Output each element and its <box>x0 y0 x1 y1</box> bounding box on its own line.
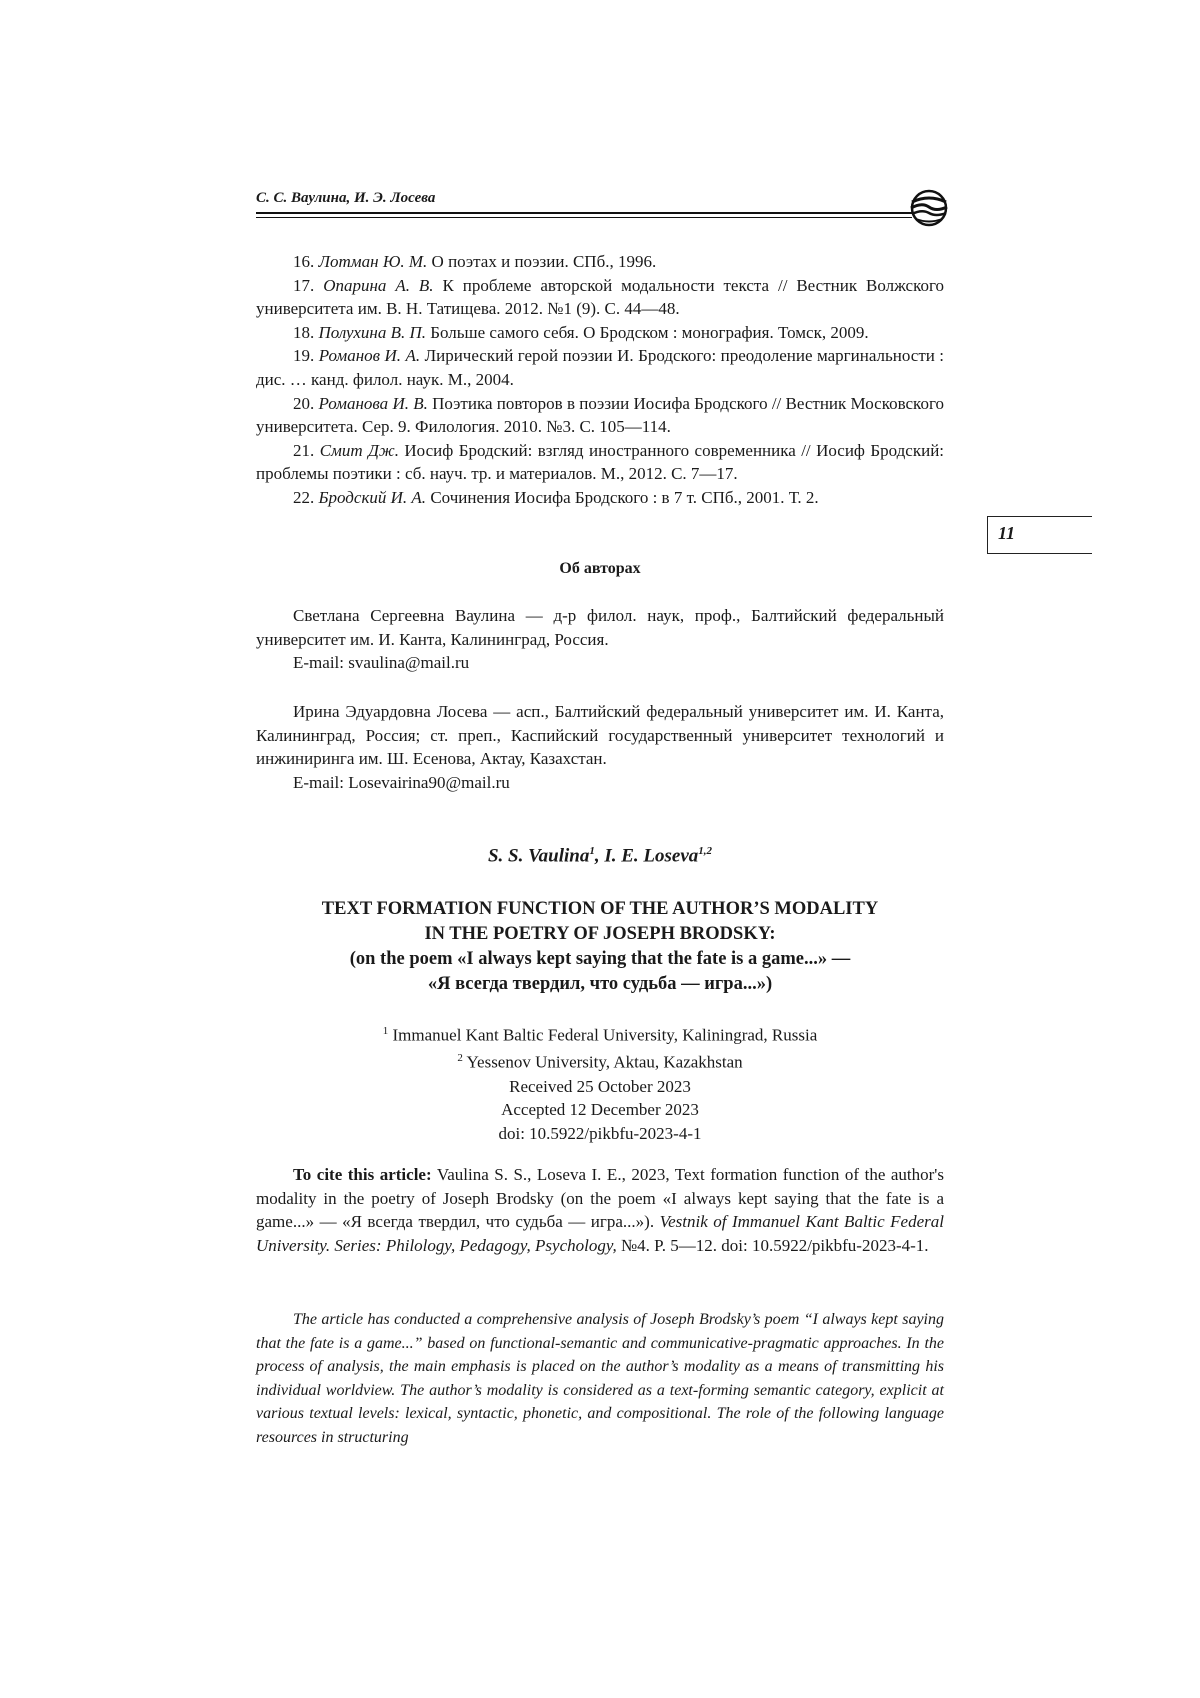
page-number: 11 <box>998 523 1016 543</box>
affiliations-block <box>256 1020 944 1145</box>
title-line: «Я всегда твердил, что судьба — игра...») <box>427 974 773 994</box>
received-date: Received 25 October 2023 <box>509 1076 691 1096</box>
affiliation-2: $^2$ Yessenov University, Aktau, Kazakhstan <box>457 1052 743 1072</box>
title-line: TEXT FORMATION FUNCTION OF THE AUTHOR’S MODALITY <box>321 899 879 919</box>
reference-item: 17. Опарина А. В. К проблеме авторской модальности текста // Вестник Волжского университета им. В. Н. Татищева. 2012. №1 (9). С. 44—48. <box>256 275 945 319</box>
reference-item: 21. Смит Дж. Иосиф Бродский: взгляд иностранного современника // Иосиф Бродский: проблемы поэтики : сб. науч. тр. и материалов. М., 2012. С. 7—17. <box>256 440 945 484</box>
affiliation-1: $^1$ Immanuel Kant Baltic Federal University, Kaliningrad, Russia <box>382 1025 818 1045</box>
reference-item: 16. Лотман Ю. М. О поэтах и поэзии. СПб., 1996. <box>293 252 657 271</box>
reference-item: 22. Бродский И. А. Сочинения Иосифа Бродского : в 7 т. СПб., 2001. Т. 2. <box>293 487 819 507</box>
doi: doi: 10.5922/pikbfu-2023-4-1 <box>498 1123 702 1143</box>
article-title <box>256 897 944 997</box>
reference-item: 19. Романов И. А. Лирический герой поэзии И. Бродского: преодоление маргинальности : дис. … канд. филол. наук. М., 2004. <box>256 346 945 389</box>
accepted-date: Accepted 12 December 2023 <box>501 1100 699 1120</box>
author-bio-1 <box>256 604 944 675</box>
citation-block <box>256 1163 944 1257</box>
author-email: E-mail: svaulina@mail.ru <box>293 653 470 673</box>
citation-text: To cite this article: Vaulina S. S., Loseva I. E., 2023, Text formation function of the author's modality in the poetry of Joseph Brodsky (on the poem «I always kept saying that the fate is a game...» — «Я всегда твердил, что судьба — игра...»). Vestnik of Immanuel Kant Baltic Federal University. Series: Philology, Pedagogy, Psychology, №4. P. 5—12. doi: 10.5922/pikbfu-2023-4-1. <box>256 1165 944 1255</box>
abstract <box>256 1308 944 1450</box>
journal-name: Vestnik of Immanuel Kant Baltic Federal University. Series: Philology, Pedagogy, Psychology, <box>256 1212 944 1255</box>
author-email: E-mail: Losevairina90@mail.ru <box>293 772 510 792</box>
reference-item: 20. Романова И. В. Поэтика повторов в поэзии Иосифа Бродского // Вестник Московского университета. Сер. 9. Филология. 2010. №3. С. 105—114. <box>256 393 945 437</box>
page-number-box <box>987 516 1092 554</box>
author-bio-text: Ирина Эдуардовна Лосева — асп., Балтийский федеральный университет им. И. Канта, Калининград, Россия; ст. преп., Каспийский государственный университет технологий и инжиниринга им. Ш. Есенова, Актау, Казахстан. <box>256 702 944 769</box>
title-line: (on the poem «I always kept saying that the fate is a game...» — <box>349 949 851 969</box>
running-header <box>256 190 954 220</box>
reference-list <box>256 250 944 510</box>
title-line: IN THE POETRY OF JOSEPH BRODSKY: <box>424 924 776 944</box>
english-authors: S. S. Vaulina$^1$, I. E. Loseva$^{1,2}$ <box>487 845 713 867</box>
header-authors: С. С. Ваулина, И. Э. Лосева <box>256 190 436 206</box>
header-rule-thin <box>256 217 912 218</box>
reference-item: 18. Полухина В. П. Больше самого себя. О Бродском : монография. Томск, 2009. <box>293 322 869 342</box>
author-bio-2 <box>256 700 944 794</box>
about-authors-heading: Об авторах <box>559 560 641 577</box>
header-rule <box>256 212 912 214</box>
author-bio-text: Светлана Сергеевна Ваулина — д-р филол. наук, проф., Балтийский федеральный университет им. И. Канта, Калининград, Россия. <box>256 606 944 649</box>
citation-label: To cite this article: <box>293 1165 432 1184</box>
journal-logo-icon <box>906 188 952 228</box>
abstract-text: The article has conducted a comprehensive analysis of Joseph Brodsky’s poem “I always kept saying that the fate is a game...” based on functional-semantic and communicative-pragmatic approaches. In the process of analysis, the main emphasis is placed on the author’s modality as a means of transmitting his individual worldview. The author’s modality is considered as a text-forming semantic category, explicit at various textual levels: lexical, syntactic, phonetic, and compositional. The role of the following language resources in structuring <box>256 1311 944 1446</box>
